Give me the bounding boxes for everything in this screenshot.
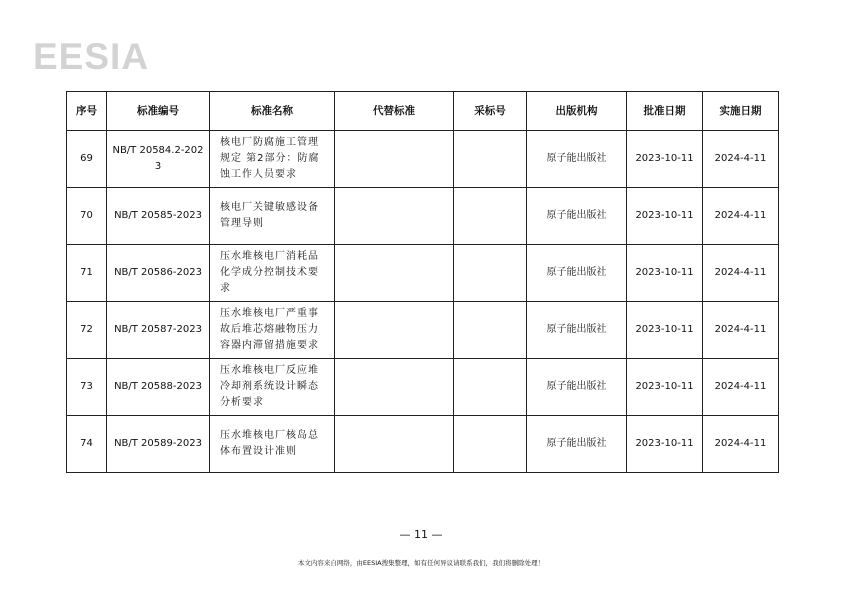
cell-name: 压水堆核电厂核岛总体布置设计准则 — [210, 416, 335, 473]
eesia-logo: EESIA — [33, 36, 150, 77]
cell-publisher: 原子能出版社 — [527, 188, 627, 245]
cell-replaces — [335, 131, 454, 188]
cell-code: NB/T 20589-2023 — [107, 416, 210, 473]
cell-replaces — [335, 359, 454, 416]
cell-approved: 2023-10-11 — [627, 188, 703, 245]
table-header-row — [67, 92, 779, 131]
cell-name: 压水堆核电厂消耗品化学成分控制技术要求 — [210, 245, 335, 302]
cell-approved: 2023-10-11 — [627, 302, 703, 359]
standards-table — [66, 91, 779, 473]
header-effective: 实施日期 — [703, 92, 779, 131]
cell-effective: 2024-4-11 — [703, 245, 779, 302]
cell-effective: 2024-4-11 — [703, 131, 779, 188]
cell-adopted — [454, 131, 527, 188]
cell-replaces — [335, 416, 454, 473]
cell-no: 71 — [67, 245, 107, 302]
header-seq: 序号 — [67, 92, 107, 131]
cell-no: 74 — [67, 416, 107, 473]
cell-approved: 2023-10-11 — [627, 416, 703, 473]
table-row — [67, 245, 779, 302]
header-publisher: 出版机构 — [527, 92, 627, 131]
header-adopted: 采标号 — [454, 92, 527, 131]
cell-no: 69 — [67, 131, 107, 188]
cell-effective: 2024-4-11 — [703, 302, 779, 359]
cell-adopted — [454, 245, 527, 302]
page-number: — 11 — — [399, 528, 443, 541]
cell-no: 72 — [67, 302, 107, 359]
cell-adopted — [454, 359, 527, 416]
table-row — [67, 188, 779, 245]
cell-publisher: 原子能出版社 — [527, 416, 627, 473]
table-row — [67, 302, 779, 359]
cell-adopted — [454, 302, 527, 359]
cell-code: NB/T 20588-2023 — [107, 359, 210, 416]
cell-code: NB/T 20584.2-2023 — [107, 131, 210, 188]
cell-adopted — [454, 188, 527, 245]
table-row — [67, 359, 779, 416]
cell-effective: 2024-4-11 — [703, 359, 779, 416]
cell-name: 核电厂防腐施工管理规定 第2部分：防腐蚀工作人员要求 — [210, 131, 335, 188]
cell-replaces — [335, 245, 454, 302]
cell-name: 压水堆核电厂严重事故后堆芯熔融物压力容器内滞留措施要求 — [210, 302, 335, 359]
cell-adopted — [454, 416, 527, 473]
header-code: 标准编号 — [107, 92, 210, 131]
cell-effective: 2024-4-11 — [703, 188, 779, 245]
cell-replaces — [335, 188, 454, 245]
cell-publisher: 原子能出版社 — [527, 359, 627, 416]
header-approved: 批准日期 — [627, 92, 703, 131]
cell-publisher: 原子能出版社 — [527, 245, 627, 302]
cell-code: NB/T 20585-2023 — [107, 188, 210, 245]
cell-approved: 2023-10-11 — [627, 359, 703, 416]
cell-approved: 2023-10-11 — [627, 245, 703, 302]
cell-publisher: 原子能出版社 — [527, 302, 627, 359]
footer-disclaimer: 本文内容来自网络，由EESIA搜集整理，如有任何异议请联系我们，我们将删除处理！ — [297, 559, 545, 567]
table-row — [67, 131, 779, 188]
cell-replaces — [335, 302, 454, 359]
cell-name: 压水堆核电厂反应堆冷却剂系统设计瞬态分析要求 — [210, 359, 335, 416]
cell-approved: 2023-10-11 — [627, 131, 703, 188]
header-name: 标准名称 — [210, 92, 335, 131]
cell-code: NB/T 20586-2023 — [107, 245, 210, 302]
table-row — [67, 416, 779, 473]
cell-name: 核电厂关键敏感设备管理导则 — [210, 188, 335, 245]
cell-publisher: 原子能出版社 — [527, 131, 627, 188]
cell-no: 70 — [67, 188, 107, 245]
cell-no: 73 — [67, 359, 107, 416]
cell-code: NB/T 20587-2023 — [107, 302, 210, 359]
cell-effective: 2024-4-11 — [703, 416, 779, 473]
header-replaces: 代替标准 — [335, 92, 454, 131]
